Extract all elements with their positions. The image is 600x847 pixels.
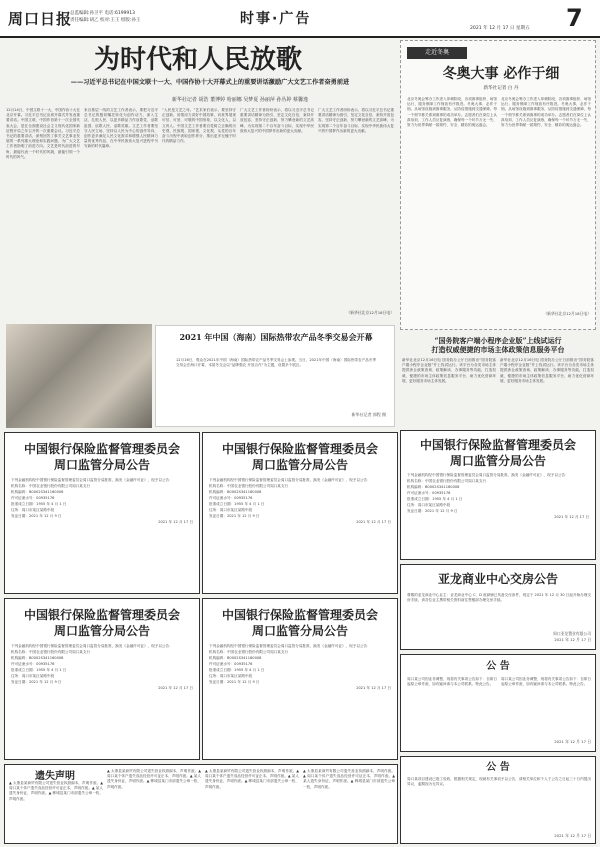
newspaper-logo: 周口日报 (8, 10, 73, 28)
notice-sub: 周口监管分局公告 (53, 624, 150, 638)
notice-box-4 (202, 598, 398, 760)
notice-sub: 周口监管分局公告 (449, 454, 546, 468)
photo-caption-title: 2021 年中国（海南）国际热带农产品冬季交易会开幕 (179, 332, 373, 342)
notice-line: 住所：周口市某区某路中段 (209, 674, 253, 678)
photo-caption-box (155, 325, 395, 427)
notice-line: 机构名称：中国农业银行股份有限公司周口某支行 (11, 650, 91, 654)
notice-line: 批准成立日期：1955 年 4 月 1 日 (209, 502, 265, 506)
notice-box-1 (4, 432, 200, 594)
mini-program-title: “国务院客户端小程序企业版”上线试运行 打造权威便捷的市场主体政策信息服务平台 (431, 336, 565, 354)
sidebar-kicker: 走近冬奥 (407, 47, 467, 59)
sidebar-feature (400, 40, 596, 330)
gongao-date: 2021 年 12 月 17 日 (554, 739, 591, 744)
notice-line: 机构编码：B0002S341160008 (209, 490, 262, 494)
gongao2-body: 周口某项目建设已竣工验收，根据相关规定，现就有关事项予以公告，请相关单位和个人于公告之日起三十日内提出异议，逾期视为无异议。 (407, 777, 591, 787)
mini-program-body-1: 新华社北京12月16日电 国务院办公厅日前推出“国务院客户端小程序企业版”并上线试运行。该平台为各类市场主体提供涉企政策查询、政策解读、办事服务等功能，打造权威、便捷的市场主体政策信息服务平台，助力优化营商环境，更好服务市场主体发展。 (402, 358, 496, 383)
notice-box-3 (4, 598, 200, 760)
notice-line: 机构名称：中国农业银行股份有限公司周口某支行 (407, 479, 487, 483)
exchange-notice-title: 亚龙商业中心交房公告 (437, 572, 558, 586)
notice-intro: 下列金融机构经中国银行保险监督管理委员会周口监管分局批准，换发《金融许可证》，现予以公告： (407, 473, 569, 477)
main-article-byline: 新华社记者 胡浩 董博婷 哈丽娜 吴梦夏 孙丽萍 孙丛婷 蔡馨逸 (171, 97, 309, 103)
main-article-credit: （新华社北京12月16日电） (346, 310, 394, 315)
main-article-column-2: 来自基层一线的文艺工作者表示，要把习近平总书记的殷切嘱托转化为创作动力，深入生活、扎根人民，以更多精品力作讴歌党、讴歌祖国、讴歌人民、讴歌英雄。文艺工作者要坚守人民立场，坚持以人民为中心的创作导向，创作更多满足人民文化需求和增强人民精神力量的优秀作品，在中华民族伟大复兴进程中书写新的时代篇章。 (84, 108, 158, 149)
photo-caption-body: 12月16日，观众在2021年中国（海南）国际热带农产品冬季交易会上参观。当日，2021年中国（海南）国际热带农产品冬季交易会在海口开幕，本届冬交会以“品牌强农 开放合作”为主题，设置多个展区。 (176, 358, 376, 368)
notice-sub: 周口监管分局公告 (251, 624, 348, 638)
notice-intro: 下列金融机构经中国银行保险监督管理委员会周口监管分局批准，换发《金融许可证》，现予以公告： (209, 644, 371, 648)
notice-line: 许可证流水号：00935176 (209, 496, 253, 500)
main-article-title: 为时代和人民放歌 (93, 45, 302, 75)
issue-date: 2021 年 12 月 17 日 星期五 (470, 26, 530, 31)
lost-notices-box (4, 764, 398, 844)
notice-line: 批准成立日期：1955 年 4 月 1 日 (209, 668, 265, 672)
gongao-body-1: 周口某公司因业务调整，现将有关事项公告如下：自即日起原公章作废，如有疑问请与本公司联系。特此公告。 (407, 677, 497, 687)
notice-line: 发证日期：2021 年 12 月 9 日 (407, 509, 458, 513)
lost-notices-col-4: ▲ 太康县某商贸有限公司遗失营业执照副本，声明作废。▲ 周口某个体户遗失食品经营许可证正本，声明作废。▲ 某人遗失身份证，声明作废。▲ 郸城县某门市部遗失公章一枚，声明作废。 (303, 769, 395, 789)
notice-date: 2021 年 12 月 17 日 (158, 520, 193, 524)
notice-line: 住所：周口市某区某路中段 (209, 508, 253, 512)
sidebar-body-2: 北京冬奥会筹办工作进入冲刺阶段，各项赛事组织、场馆运行、服务保障工作细致有序推进。冬奥大事，必作于细。从场馆设施到赛事服务，从防疫措施到交通保障，每一个细节都关系到赛事的成功举办。志愿者们在岗位上认真培训，工作人员反复演练，确保每一个环节万无一失，努力为世界奉献一届简约、安全、精彩的奥运盛会。 (501, 97, 591, 128)
notice-line: 许可证流水号：00935176 (209, 662, 253, 666)
gongao-box-1 (400, 654, 596, 752)
masthead (0, 0, 600, 38)
notice-line: 发证日期：2021 年 12 月 9 日 (11, 514, 62, 518)
notice-line: 住所：周口市某区某路中段 (11, 674, 55, 678)
notice-intro: 下列金融机构经中国银行保险监督管理委员会周口监管分局批准，换发《金融许可证》，现予以公告： (11, 478, 173, 482)
notice-line: 机构编码：B0002S341160008 (11, 656, 64, 660)
sidebar-byline: 新华社记者 白 丹 (483, 86, 519, 91)
exchange-notice-box (400, 564, 596, 650)
notice-org: 中国银行保险监督管理委员会 (221, 442, 378, 456)
notice-line: 机构编码：B0002S341160008 (11, 490, 64, 494)
news-photo (6, 324, 152, 428)
page-number: 7 (566, 4, 583, 32)
notice-box-2 (202, 432, 398, 594)
gongao2-title: 公 告 (486, 762, 510, 773)
notice-line: 批准成立日期：1955 年 4 月 1 日 (407, 497, 463, 501)
notice-date: 2021 年 12 月 17 日 (356, 686, 391, 690)
notice-line: 批准成立日期：1955 年 4 月 1 日 (11, 502, 67, 506)
notice-line: 机构编码：B0002S341160008 (407, 485, 460, 489)
main-article-column-3: “人民是文艺之母。”艺术家们表示，要坚持守正创新，用情用力讲好中国故事，向世界展现可信、可爱、可敬的中国形象，以文化人，以文育人。中国文艺工作者要自觉树立正确的历史观、民族观、国家观、文化观，从党的百年奋斗历程中汲取创作养分，推出更多无愧于时代的精品力作。 (162, 108, 236, 144)
notice-org: 中国银行保险监督管理委员会 (221, 608, 378, 622)
main-article-column-1: 12月14日，中国文联十一大、中国作协十大在北京开幕。习近平总书记出席开幕式并发表重要讲话。中国文联、中国作协第十一次全国代表大会，是在全面建设社会主义现代化国家新征程开局之年召开的一次重要会议。习近平总书记的重要讲话，深刻回答了事关文艺事业发展的一系列重大理论和实践问题，为广大文艺工作者指明了前进方向。文艺是时代前进的号角，最能代表一个时代的风貌，最能引领一个时代的风气。 (6, 108, 80, 159)
lost-notices-col-3: ▲ 太康县某商贸有限公司遗失营业执照副本，声明作废。▲ 周口某个体户遗失食品经营许可证正本，声明作废。▲ 某人遗失身份证，声明作废。▲ 郸城县某门市部遗失公章一枚，声明作废。 (205, 769, 299, 789)
notice-line: 住所：周口市某区某路中段 (11, 508, 55, 512)
notice-intro: 下列金融机构经中国银行保险监督管理委员会周口监管分局批准，换发《金融许可证》，现予以公告： (209, 478, 371, 482)
photo-credit: 新华社记者 郭程 摄 (351, 412, 386, 417)
notice-line: 批准成立日期：1955 年 4 月 1 日 (11, 668, 67, 672)
notice-org: 中国银行保险监督管理委员会 (419, 438, 576, 452)
notice-line: 机构名称：中国农业银行股份有限公司周口某支行 (209, 484, 289, 488)
lost-notices-col-1: ▲ 太康县某商贸有限公司遗失营业执照副本，声明作废。▲ 周口某个体户遗失食品经营许可证正本，声明作废。▲ 某人遗失身份证，声明作废。▲ 郸城县某门市部遗失公章一枚，声明作废。 (9, 781, 103, 801)
lost-notices-col-2: ▲ 太康县某商贸有限公司遗失营业执照副本，声明作废。▲ 周口某个体户遗失食品经营许可证正本，声明作废。▲ 某人遗失身份证，声明作废。▲ 郸城县某门市部遗失公章一枚，声明作废。 (107, 769, 201, 789)
main-article-column-5: 广大文艺工作者纷纷表示，将以习近平总书记重要讲话精神为指引，坚定文化自信，秉持开放包容，坚持守正创新，努力攀登新的文艺高峰，为实现第二个百年奋斗目标、实现中华民族伟大复兴的中国梦作出新的更大贡献。 (318, 108, 394, 133)
notice-line: 机构名称：中国农业银行股份有限公司周口某支行 (209, 650, 289, 654)
gongao-box-2 (400, 756, 596, 844)
notice-date: 2021 年 12 月 17 日 (554, 515, 589, 519)
notice-intro: 下列金融机构经中国银行保险监督管理委员会周口监管分局批准，换发《金融许可证》，现予以公告： (11, 644, 173, 648)
notice-line: 发证日期：2021 年 12 月 9 日 (209, 680, 260, 684)
notice-line: 住所：周口市某区某路中段 (407, 503, 451, 507)
main-article-column-4: 广大文艺工作者纷纷表示，将以习近平总书记重要讲话精神为指引，坚定文化自信，秉持开放包容，坚持守正创新，努力攀登新的文艺高峰，为实现第二个百年奋斗目标、实现中华民族伟大复兴的中国梦作出新的更大贡献。 (240, 108, 314, 133)
notice-line: 发证日期：2021 年 12 月 9 日 (209, 514, 260, 518)
notice-date: 2021 年 12 月 17 日 (356, 520, 391, 524)
notice-org: 中国银行保险监督管理委员会 (23, 442, 180, 456)
notice-org: 中国银行保险监督管理委员会 (23, 608, 180, 622)
header-info: 总监编辑:孙卫平 电话:6199913 责任编辑:胡乙 校对:王王 组版:孙王 (70, 11, 141, 23)
mini-program-body-2: 新华社北京12月16日电 国务院办公厅日前推出“国务院客户端小程序企业版”并上线试运行。该平台为各类市场主体提供涉企政策查询、政策解读、办事服务等功能，打造权威、便捷的市场主体政策信息服务平台，助力优化营商环境，更好服务市场主体发展。 (500, 358, 594, 383)
notice-sub: 周口监管分局公告 (251, 458, 348, 472)
notice-line: 发证日期：2021 年 12 月 9 日 (11, 680, 62, 684)
notice-line: 机构编码：B0002S341160008 (209, 656, 262, 660)
notice-date: 2021 年 12 月 17 日 (158, 686, 193, 690)
notice-line: 许可证流水号：00935176 (11, 662, 55, 666)
gongao-title: 公 告 (486, 661, 510, 672)
exchange-notice-body: 尊敬的亚龙商业中心业主：亚龙商业中心 C、D 座商铺已具备交付条件，现定于 2021 年 12 月 30 日起开始办理交房手续，请各位业主携带相关资料前往售楼部办理交房手续。 (407, 593, 591, 603)
lost-notices-title: 遗失声明 (35, 771, 75, 782)
sidebar-title: 冬奥大事 必作于细 (442, 66, 560, 82)
notice-sub: 周口监管分局公告 (53, 458, 150, 472)
notice-line: 许可证流水号：00935176 (407, 491, 451, 495)
notice-line: 许可证流水号：00935176 (11, 496, 55, 500)
exchange-notice-signature: 周口亚龙置业有限公司 2021 年 12 月 17 日 (553, 631, 591, 642)
notice-line: 机构名称：中国农业银行股份有限公司周口某支行 (11, 484, 91, 488)
sidebar-credit: （新华社北京12月16日电） (543, 311, 591, 316)
gongao-body-2: 周口某公司因业务调整，现将有关事项公告如下：自即日起原公章作废，如有疑问请与本公司联系。特此公告。 (501, 677, 591, 687)
sidebar-body-1: 北京冬奥会筹办工作进入冲刺阶段，各项赛事组织、场馆运行、服务保障工作细致有序推进。冬奥大事，必作于细。从场馆设施到赛事服务，从防疫措施到交通保障，每一个细节都关系到赛事的成功举办。志愿者们在岗位上认真培训，工作人员反复演练，确保每一个环节万无一失，努力为世界奉献一届简约、安全、精彩的奥运盛会。 (407, 97, 497, 128)
gongao2-date: 2021 年 12 月 17 日 (554, 833, 591, 838)
section-title: 时事·广告 (240, 11, 312, 27)
notice-box-5 (400, 430, 596, 560)
main-article-subtitle: ——习近平总书记在中国文联十一大、中国作协十大开幕式上的重要讲话激励广大文艺工作者奋勇前进 (70, 79, 350, 86)
